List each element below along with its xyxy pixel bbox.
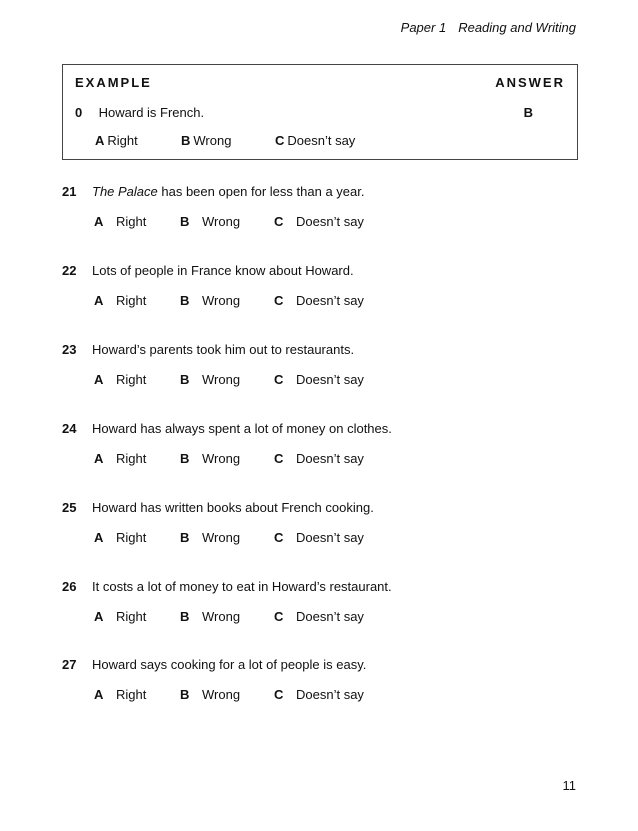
question-24 bbox=[62, 421, 562, 469]
answer-heading: ANSWER bbox=[495, 75, 565, 90]
question-number: 26 bbox=[62, 579, 77, 594]
section-label: Reading and Writing bbox=[458, 20, 576, 35]
option-c[interactable]: C Doesn’t say bbox=[274, 451, 364, 466]
page-header bbox=[401, 20, 576, 35]
example-options bbox=[95, 133, 355, 148]
paper-label: Paper 1 bbox=[400, 20, 447, 35]
option-c[interactable]: C Doesn’t say bbox=[274, 372, 364, 387]
option-a[interactable]: A Right bbox=[94, 293, 147, 308]
question-text: Howard has written books about French cooking. bbox=[92, 500, 374, 515]
question-text: Howard has always spent a lot of money on clothes. bbox=[92, 421, 392, 436]
example-option-b: B Wrong bbox=[181, 133, 232, 148]
example-question bbox=[75, 105, 565, 120]
question-25 bbox=[62, 500, 562, 548]
option-b[interactable]: B Wrong bbox=[180, 530, 241, 545]
option-c[interactable]: C Doesn’t say bbox=[274, 530, 364, 545]
question-number: 27 bbox=[62, 657, 77, 672]
option-a[interactable]: A Right bbox=[94, 214, 147, 229]
example-option-c: C Doesn’t say bbox=[275, 133, 356, 148]
question-text-line bbox=[62, 657, 562, 675]
example-heading: EXAMPLE bbox=[75, 75, 152, 90]
question-22 bbox=[62, 263, 562, 311]
option-b[interactable]: B Wrong bbox=[180, 609, 241, 624]
option-c[interactable]: C Doesn’t say bbox=[274, 687, 364, 702]
option-a[interactable]: A Right bbox=[94, 372, 147, 387]
option-a[interactable]: A Right bbox=[94, 687, 147, 702]
question-21 bbox=[62, 184, 562, 232]
question-text-line bbox=[62, 500, 562, 518]
question-text: Lots of people in France know about Howard. bbox=[92, 263, 354, 278]
question-text-line bbox=[62, 263, 562, 281]
example-option-a: A Right bbox=[95, 133, 138, 148]
example-answer: B bbox=[523, 105, 533, 120]
question-text: Howard’s parents took him out to restaurants. bbox=[92, 342, 355, 357]
answer-options bbox=[62, 372, 562, 390]
question-number: 25 bbox=[62, 500, 77, 515]
option-b[interactable]: B Wrong bbox=[180, 293, 241, 308]
option-b[interactable]: B Wrong bbox=[180, 451, 241, 466]
question-number: 24 bbox=[62, 421, 77, 436]
question-number: 23 bbox=[62, 342, 77, 357]
question-text-line bbox=[62, 579, 562, 597]
question-text-line bbox=[62, 421, 562, 439]
answer-options bbox=[62, 214, 562, 232]
option-c[interactable]: C Doesn’t say bbox=[274, 609, 364, 624]
answer-options bbox=[62, 293, 562, 311]
question-text: has been open for less than a year. bbox=[157, 184, 365, 199]
option-b[interactable]: B Wrong bbox=[180, 372, 241, 387]
option-b[interactable]: B Wrong bbox=[180, 214, 241, 229]
option-c[interactable]: C Doesn’t say bbox=[274, 293, 364, 308]
example-text: Howard is French. bbox=[98, 105, 205, 120]
answer-options bbox=[62, 451, 562, 469]
answer-options bbox=[62, 687, 562, 705]
option-a[interactable]: A Right bbox=[94, 451, 147, 466]
option-c[interactable]: C Doesn’t say bbox=[274, 214, 364, 229]
answer-options bbox=[62, 530, 562, 548]
question-text: It costs a lot of money to eat in Howard’s restaurant. bbox=[92, 579, 392, 594]
example-heading-row bbox=[75, 75, 565, 90]
question-number: 22 bbox=[62, 263, 77, 278]
example-box bbox=[62, 64, 578, 160]
option-a[interactable]: A Right bbox=[94, 609, 147, 624]
question-26 bbox=[62, 579, 562, 627]
question-27 bbox=[62, 657, 562, 705]
example-number: 0 bbox=[75, 105, 83, 120]
answer-options bbox=[62, 609, 562, 627]
question-text: Howard says cooking for a lot of people is easy. bbox=[92, 657, 367, 672]
question-italic-title: The Palace bbox=[92, 184, 158, 199]
page-number: 11 bbox=[562, 778, 576, 793]
question-text-line bbox=[62, 184, 562, 202]
question-text-line bbox=[62, 342, 562, 360]
question-23 bbox=[62, 342, 562, 390]
question-number: 21 bbox=[62, 184, 77, 199]
option-a[interactable]: A Right bbox=[94, 530, 147, 545]
option-b[interactable]: B Wrong bbox=[180, 687, 241, 702]
